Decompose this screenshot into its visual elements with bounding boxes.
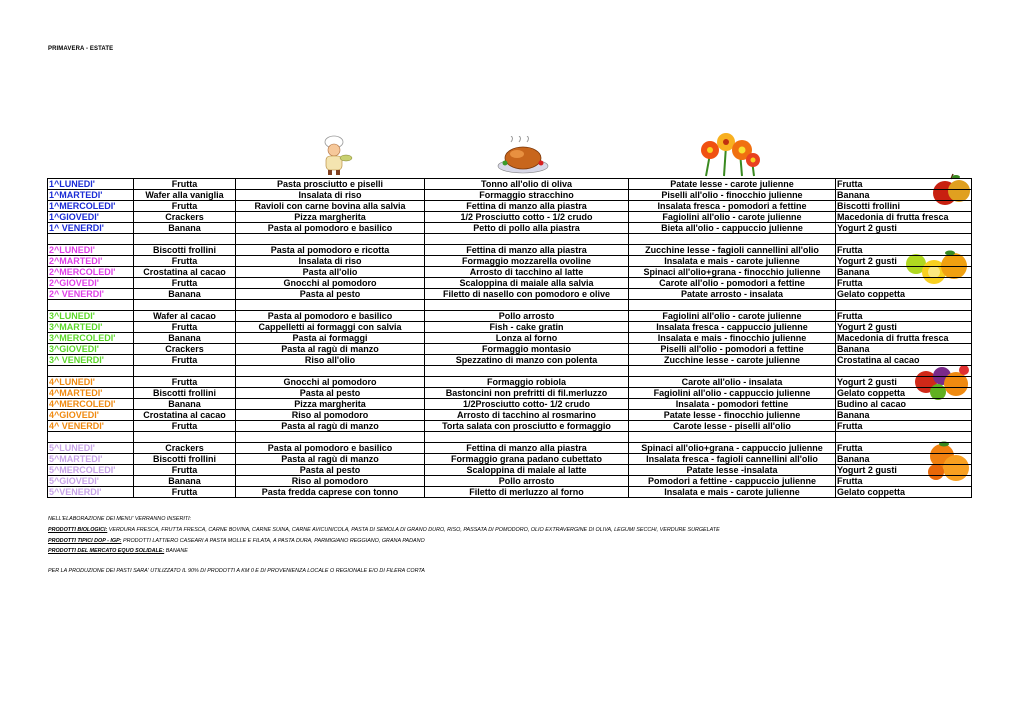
- day-cell: 3^LUNEDI': [48, 311, 134, 322]
- afternoon-snack-cell: Budino al cacao: [836, 399, 972, 410]
- second-course-cell: Scaloppina di maiale al latte: [425, 465, 629, 476]
- empty-cell: [425, 366, 629, 377]
- first-course-cell: Pasta all'olio: [236, 267, 425, 278]
- snack-cell: Banana: [134, 289, 236, 300]
- snack-cell: Biscotti frollini: [134, 245, 236, 256]
- afternoon-snack-cell: Biscotti frollini: [836, 201, 972, 212]
- notes-dop-label: PRODOTTI TIPICI DOP - IGP:: [48, 538, 122, 544]
- table-row: [48, 487, 972, 498]
- table-row: [48, 190, 972, 201]
- side-dish-cell: Zucchine lesse - carote julienne: [629, 355, 836, 366]
- table-row: [48, 454, 972, 465]
- afternoon-snack-cell: Frutta: [836, 278, 972, 289]
- snack-cell: Wafer alla vaniglia: [134, 190, 236, 201]
- first-course-cell: Ravioli con carne bovina alla salvia: [236, 201, 425, 212]
- second-course-cell: Pollo arrosto: [425, 311, 629, 322]
- first-course-cell: Pasta prosciutto e piselli: [236, 179, 425, 190]
- table-row: [48, 399, 972, 410]
- day-cell: 2^LUNEDI': [48, 245, 134, 256]
- week-separator-row: [48, 234, 972, 245]
- snack-cell: Biscotti frollini: [134, 388, 236, 399]
- second-course-cell: Filetto di nasello con pomodoro e olive: [425, 289, 629, 300]
- day-cell: 2^MERCOLEDI': [48, 267, 134, 278]
- snack-cell: Banana: [134, 399, 236, 410]
- second-course-cell: Arrosto di tacchino al rosmarino: [425, 410, 629, 421]
- first-course-cell: Pasta al pesto: [236, 289, 425, 300]
- second-course-cell: Fettina di manzo alla piastra: [425, 443, 629, 454]
- season-title: PRIMAVERA - ESTATE: [48, 46, 114, 52]
- side-dish-cell: Patate lesse -insalata: [629, 465, 836, 476]
- snack-cell: Frutta: [134, 278, 236, 289]
- snack-cell: Crostatina al cacao: [134, 267, 236, 278]
- day-cell: 1^ VENERDI': [48, 223, 134, 234]
- notes-intro: NELL'ELABORAZIONE DEI MENU' VERRANNO INSERITI:: [48, 516, 192, 522]
- table-row: [48, 311, 972, 322]
- empty-cell: [836, 432, 972, 443]
- afternoon-snack-cell: Gelato coppetta: [836, 289, 972, 300]
- day-cell: 3^ VENERDI': [48, 355, 134, 366]
- snack-cell: Crackers: [134, 443, 236, 454]
- empty-cell: [236, 432, 425, 443]
- empty-cell: [48, 366, 134, 377]
- second-course-cell: Petto di pollo alla piastra: [425, 223, 629, 234]
- second-course-cell: Tonno all'olio di oliva: [425, 179, 629, 190]
- empty-cell: [425, 300, 629, 311]
- table-row: [48, 344, 972, 355]
- side-dish-cell: Insalata e mais - carote julienne: [629, 256, 836, 267]
- first-course-cell: Riso all'olio: [236, 355, 425, 366]
- empty-cell: [236, 366, 425, 377]
- snack-cell: Frutta: [134, 201, 236, 212]
- day-cell: 1^GIOVEDI': [48, 212, 134, 223]
- side-dish-cell: Insalata e mais - carote julienne: [629, 487, 836, 498]
- afternoon-snack-cell: Frutta: [836, 179, 972, 190]
- notes-bio: [48, 527, 720, 533]
- snack-cell: Frutta: [134, 322, 236, 333]
- side-dish-cell: Insalata fresca - fagioli cannellini all'olio: [629, 454, 836, 465]
- side-dish-cell: Fagiolini all'olio - carote julienne: [629, 212, 836, 223]
- table-row: [48, 201, 972, 212]
- side-dish-cell: Patate arrosto - insalata: [629, 289, 836, 300]
- first-course-cell: Pasta al pesto: [236, 388, 425, 399]
- snack-cell: Banana: [134, 333, 236, 344]
- side-dish-cell: Fagiolini all'olio - carote julienne: [629, 311, 836, 322]
- first-course-cell: Pasta fredda caprese con tonno: [236, 487, 425, 498]
- first-course-cell: Pasta al pesto: [236, 465, 425, 476]
- afternoon-snack-cell: Banana: [836, 344, 972, 355]
- snack-cell: Frutta: [134, 465, 236, 476]
- empty-cell: [134, 300, 236, 311]
- day-cell: 1^MARTEDI': [48, 190, 134, 201]
- snack-cell: Banana: [134, 223, 236, 234]
- snack-cell: Frutta: [134, 487, 236, 498]
- afternoon-snack-cell: Gelato coppetta: [836, 388, 972, 399]
- day-cell: 2^ VENERDI': [48, 289, 134, 300]
- flowers-illustration: [696, 132, 762, 178]
- table-row: [48, 410, 972, 421]
- day-cell: 3^MARTEDI': [48, 322, 134, 333]
- table-row: [48, 322, 972, 333]
- second-course-cell: Fettina di manzo alla piastra: [425, 245, 629, 256]
- first-course-cell: Pizza margherita: [236, 212, 425, 223]
- first-course-cell: Insalata di riso: [236, 256, 425, 267]
- snack-cell: Crostatina al cacao: [134, 410, 236, 421]
- day-cell: 4^ VENERDI': [48, 421, 134, 432]
- snack-cell: Frutta: [134, 179, 236, 190]
- side-dish-cell: Spinaci all'olio+grana - finocchio julienne: [629, 267, 836, 278]
- empty-cell: [48, 234, 134, 245]
- side-dish-cell: Fagiolini all'olio - cappuccio julienne: [629, 388, 836, 399]
- second-course-cell: Formaggio mozzarella ovoline: [425, 256, 629, 267]
- empty-cell: [629, 300, 836, 311]
- second-course-cell: Fettina di manzo alla piastra: [425, 201, 629, 212]
- first-course-cell: Gnocchi al pomodoro: [236, 377, 425, 388]
- notes-equo: [48, 548, 188, 554]
- notes-equo-label: PRODOTTI DEL MERCATO EQUO SOLIDALE:: [48, 548, 165, 554]
- afternoon-snack-cell: Crostatina al cacao: [836, 355, 972, 366]
- afternoon-snack-cell: Yogurt 2 gusti: [836, 377, 972, 388]
- snack-cell: Biscotti frollini: [134, 454, 236, 465]
- second-course-cell: Bastoncini non prefritti di fil.merluzzo: [425, 388, 629, 399]
- second-course-cell: 1/2Prosciutto cotto- 1/2 crudo: [425, 399, 629, 410]
- afternoon-snack-cell: Frutta: [836, 476, 972, 487]
- snack-cell: Frutta: [134, 377, 236, 388]
- table-row: [48, 476, 972, 487]
- afternoon-snack-cell: Banana: [836, 190, 972, 201]
- day-cell: 4^MERCOLEDI': [48, 399, 134, 410]
- side-dish-cell: Piselli all'olio - pomodori a fettine: [629, 344, 836, 355]
- day-cell: 4^LUNEDI': [48, 377, 134, 388]
- roast-chicken-illustration: [497, 136, 549, 176]
- table-row: [48, 256, 972, 267]
- side-dish-cell: Bieta all'olio - cappuccio julienne: [629, 223, 836, 234]
- table-row: [48, 421, 972, 432]
- afternoon-snack-cell: Banana: [836, 267, 972, 278]
- empty-cell: [629, 432, 836, 443]
- afternoon-snack-cell: Banana: [836, 454, 972, 465]
- empty-cell: [836, 234, 972, 245]
- notes-bio-label: PRODOTTI BIOLOGICI:: [48, 527, 108, 533]
- table-row: [48, 333, 972, 344]
- afternoon-snack-cell: Frutta: [836, 443, 972, 454]
- snack-cell: Frutta: [134, 421, 236, 432]
- second-course-cell: Pollo arrosto: [425, 476, 629, 487]
- week-separator-row: [48, 366, 972, 377]
- second-course-cell: 1/2 Prosciutto cotto - 1/2 crudo: [425, 212, 629, 223]
- first-course-cell: Gnocchi al pomodoro: [236, 278, 425, 289]
- menu-table: [47, 178, 972, 498]
- second-course-cell: Scaloppina di maiale alla salvia: [425, 278, 629, 289]
- day-cell: 3^GIOVEDI': [48, 344, 134, 355]
- first-course-cell: Cappelletti ai formaggi con salvia: [236, 322, 425, 333]
- afternoon-snack-cell: Yogurt 2 gusti: [836, 465, 972, 476]
- snack-cell: Frutta: [134, 256, 236, 267]
- side-dish-cell: Insalata fresca - pomodori a fettine: [629, 201, 836, 212]
- notes-km0: PER LA PRODUZIONE DEI PASTI SARA' UTILIZZATO IL 90% DI PRODOTTI A KM 0 E DI PROVENIENZA LOCALE O REGIONALE E/O DI FILERA CORTA: [48, 568, 425, 574]
- empty-cell: [236, 300, 425, 311]
- table-row: [48, 267, 972, 278]
- first-course-cell: Pasta al ragù di manzo: [236, 454, 425, 465]
- snack-cell: Banana: [134, 476, 236, 487]
- day-cell: 1^MERCOLEDI': [48, 201, 134, 212]
- first-course-cell: Insalata di riso: [236, 190, 425, 201]
- table-row: [48, 465, 972, 476]
- table-row: [48, 179, 972, 190]
- empty-cell: [48, 300, 134, 311]
- table-row: [48, 223, 972, 234]
- empty-cell: [425, 234, 629, 245]
- chef-illustration: [314, 134, 354, 176]
- side-dish-cell: Patate lesse - carote julienne: [629, 179, 836, 190]
- empty-cell: [134, 366, 236, 377]
- afternoon-snack-cell: Yogurt 2 gusti: [836, 223, 972, 234]
- snack-cell: Crackers: [134, 344, 236, 355]
- table-row: [48, 388, 972, 399]
- snack-cell: Crackers: [134, 212, 236, 223]
- side-dish-cell: Insalata e mais - finocchio julienne: [629, 333, 836, 344]
- notes-equo-text: BANANE: [164, 548, 188, 554]
- table-row: [48, 289, 972, 300]
- side-dish-cell: Insalata - pomodori fettine: [629, 399, 836, 410]
- table-row: [48, 377, 972, 388]
- empty-cell: [134, 234, 236, 245]
- second-course-cell: Formaggio grana padano cubettato: [425, 454, 629, 465]
- week-separator-row: [48, 432, 972, 443]
- side-dish-cell: Zucchine lesse - fagioli cannellini all'olio: [629, 245, 836, 256]
- day-cell: 1^LUNEDI': [48, 179, 134, 190]
- side-dish-cell: Carote all'olio - pomodori a fettine: [629, 278, 836, 289]
- second-course-cell: Formaggio robiola: [425, 377, 629, 388]
- side-dish-cell: Piselli all'olio - finocchio julienne: [629, 190, 836, 201]
- side-dish-cell: Carote all'olio - insalata: [629, 377, 836, 388]
- empty-cell: [629, 234, 836, 245]
- afternoon-snack-cell: Frutta: [836, 245, 972, 256]
- table-row: [48, 245, 972, 256]
- second-course-cell: Spezzatino di manzo con polenta: [425, 355, 629, 366]
- afternoon-snack-cell: Frutta: [836, 311, 972, 322]
- second-course-cell: Formaggio stracchino: [425, 190, 629, 201]
- week-separator-row: [48, 300, 972, 311]
- day-cell: 5^LUNEDI': [48, 443, 134, 454]
- first-course-cell: Pasta al ragù di manzo: [236, 344, 425, 355]
- empty-cell: [836, 366, 972, 377]
- first-course-cell: Pasta al ragù di manzo: [236, 421, 425, 432]
- day-cell: 3^MERCOLEDI': [48, 333, 134, 344]
- snack-cell: Wafer al cacao: [134, 311, 236, 322]
- first-course-cell: Riso al pomodoro: [236, 410, 425, 421]
- table-row: [48, 355, 972, 366]
- table-row: [48, 278, 972, 289]
- day-cell: 4^GIOVEDI': [48, 410, 134, 421]
- empty-cell: [629, 366, 836, 377]
- empty-cell: [134, 432, 236, 443]
- notes-bio-text: VERDURA FRESCA, FRUTTA FRESCA, CARNE BOVINA, CARNE SUINA, CARNE AVICUNICOLA, PASTA DI SEMOLA DI GRANO DURO, RISO, PASSATA DI POMODORO, OLIO EXTRAVERGINE DI OLIVA, LEGUMI SECCHI, VERDURE SURGELATE: [107, 527, 720, 533]
- first-course-cell: Pasta al pomodoro e basilico: [236, 443, 425, 454]
- empty-cell: [836, 300, 972, 311]
- empty-cell: [236, 234, 425, 245]
- snack-cell: Frutta: [134, 355, 236, 366]
- day-cell: 5^MARTEDI': [48, 454, 134, 465]
- side-dish-cell: Spinaci all'olio+grana - cappuccio julienne: [629, 443, 836, 454]
- afternoon-snack-cell: Yogurt 2 gusti: [836, 256, 972, 267]
- day-cell: 5^VENERDI': [48, 487, 134, 498]
- first-course-cell: Pasta ai formaggi: [236, 333, 425, 344]
- first-course-cell: Riso al pomodoro: [236, 476, 425, 487]
- first-course-cell: Pizza margherita: [236, 399, 425, 410]
- empty-cell: [48, 432, 134, 443]
- second-course-cell: Fish - cake gratin: [425, 322, 629, 333]
- afternoon-snack-cell: Macedonia di frutta fresca: [836, 333, 972, 344]
- day-cell: 5^GIOVEDI': [48, 476, 134, 487]
- second-course-cell: Filetto di merluzzo al forno: [425, 487, 629, 498]
- first-course-cell: Pasta al pomodoro e basilico: [236, 311, 425, 322]
- notes-dop: [48, 538, 425, 544]
- day-cell: 5^MERCOLEDI': [48, 465, 134, 476]
- second-course-cell: Formaggio montasio: [425, 344, 629, 355]
- side-dish-cell: Carote lesse - piselli all'olio: [629, 421, 836, 432]
- day-cell: 4^MARTEDI': [48, 388, 134, 399]
- table-row: [48, 212, 972, 223]
- first-course-cell: Pasta al pomodoro e basilico: [236, 223, 425, 234]
- afternoon-snack-cell: Yogurt 2 gusti: [836, 322, 972, 333]
- second-course-cell: Arrosto di tacchino al latte: [425, 267, 629, 278]
- second-course-cell: Torta salata con prosciutto e formaggio: [425, 421, 629, 432]
- side-dish-cell: Patate lesse - finocchio julienne: [629, 410, 836, 421]
- afternoon-snack-cell: Macedonia di frutta fresca: [836, 212, 972, 223]
- afternoon-snack-cell: Banana: [836, 410, 972, 421]
- side-dish-cell: Insalata fresca - cappuccio julienne: [629, 322, 836, 333]
- afternoon-snack-cell: Gelato coppetta: [836, 487, 972, 498]
- first-course-cell: Pasta al pomodoro e ricotta: [236, 245, 425, 256]
- table-row: [48, 443, 972, 454]
- side-dish-cell: Pomodori a fettine - cappuccio julienne: [629, 476, 836, 487]
- day-cell: 2^MARTEDI': [48, 256, 134, 267]
- second-course-cell: Lonza al forno: [425, 333, 629, 344]
- afternoon-snack-cell: Frutta: [836, 421, 972, 432]
- empty-cell: [425, 432, 629, 443]
- notes-dop-text: PRODOTTI LATTIERO CASEARI A PASTA MOLLE E FILATA, A PASTA DURA, PARMIGIANO REGGIANO, GRANA PADANO: [121, 538, 425, 544]
- day-cell: 2^GIOVEDI': [48, 278, 134, 289]
